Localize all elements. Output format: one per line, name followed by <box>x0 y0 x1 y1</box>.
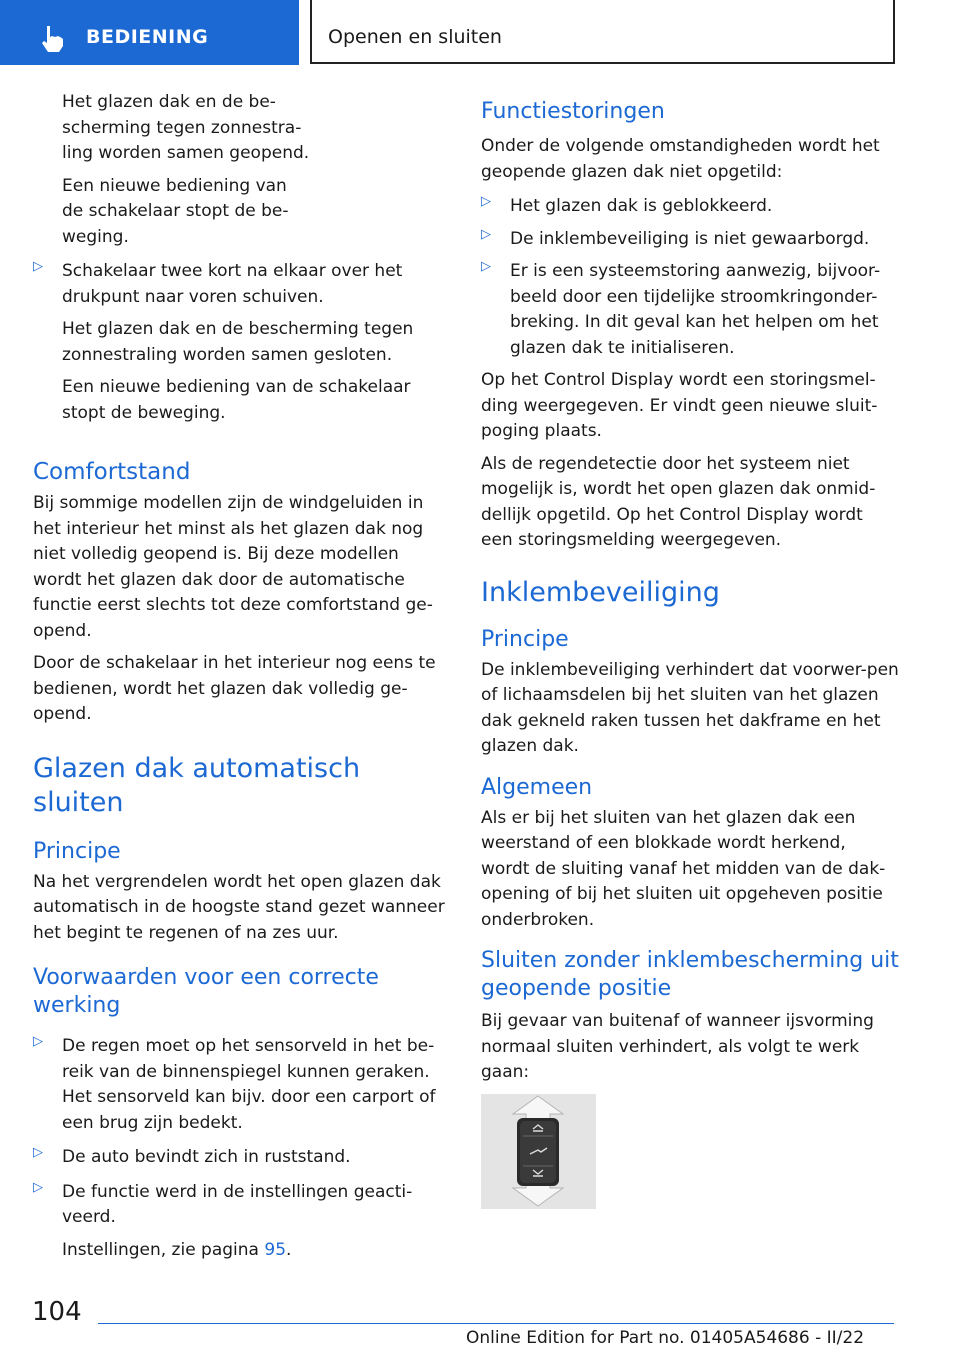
paragraph: Onder de volgende omstandigheden wordt het geopende glazen dak niet opgetild: <box>481 136 880 182</box>
roof-switch-icon <box>481 1094 596 1209</box>
list-item <box>33 259 451 310</box>
bullet-arrow-icon: ▷ <box>481 194 491 209</box>
subsection-heading: Principe <box>481 626 569 652</box>
page-title: Openen en sluiten <box>328 26 502 48</box>
list-item <box>481 227 899 253</box>
list-item <box>33 1180 451 1231</box>
list-item-text: De regen moet op het sensorveld in het be-reik van de binnenspiegel kunnen geraken. Het sensorveld kan bijv. door een carport of een brug zijn bedekt. <box>62 1036 436 1133</box>
list-item-text: Er is een systeemstoring aanwezig, bijvoor-beeld door een tijdelijke stroomkringonder-breking. In dit geval kan het helpen om het glazen dak te initialiseren. <box>510 261 881 358</box>
paragraph: Bij sommige modellen zijn de windgeluiden in het interieur het minst als het glazen dak nog niet volledig geopend is. Bij deze modellen wordt het glazen dak door de automatische functie eerst slechts tot deze comfortstand ge-opend. <box>33 493 433 641</box>
page-number: 104 <box>32 1297 82 1327</box>
footer-divider <box>98 1323 894 1324</box>
paragraph: Door de schakelaar in het interieur nog eens te bedienen, wordt het glazen dak volledig ge-opend. <box>33 653 436 724</box>
subsection-heading: Algemeen <box>481 774 593 800</box>
list-item-text: Het glazen dak is geblokkeerd. <box>510 196 773 216</box>
bullet-arrow-icon: ▷ <box>33 259 43 274</box>
bullet-arrow-icon: ▷ <box>33 1034 43 1049</box>
paragraph: Het glazen dak en de bescherming tegen zonnestraling worden samen gesloten. <box>62 319 414 365</box>
roof-switch-image <box>481 1094 596 1209</box>
list-item-text: De auto bevindt zich in ruststand. <box>62 1147 351 1167</box>
paragraph: Als er bij het sluiten van het glazen dak een weerstand of een blokkade wordt herkend, wordt de sluiting vanaf het midden van de dak-opening of bij het sluiten uit opgeheven positie onderbroken. <box>481 807 886 930</box>
list-item <box>481 194 899 220</box>
page-header-title-box <box>310 0 895 64</box>
paragraph: Het glazen dak en de be- scherming tegen zonnestra- ling worden samen geopend. <box>62 92 310 163</box>
section-heading: Comfortstand <box>33 459 191 485</box>
page-link[interactable]: 95 <box>264 1239 287 1260</box>
section-tab[interactable] <box>0 0 299 65</box>
list-item <box>33 1034 451 1136</box>
right-column <box>481 98 899 1209</box>
section-heading: Glazen dak automatisch sluiten <box>33 752 361 818</box>
bullet-arrow-icon: ▷ <box>33 1145 43 1160</box>
settings-reference: Instellingen, zie pagina 95. <box>62 1239 292 1260</box>
footer-edition: Online Edition for Part no. 01405A54686 - II/22 <box>466 1328 865 1348</box>
paragraph: Een nieuwe bediening van de schakelaar stopt de be- weging. <box>62 175 289 247</box>
section-heading: Inklembeveiliging <box>481 576 720 608</box>
paragraph: Na het vergrendelen wordt het open glazen dak automatisch in de hoogste stand gezet wanneer het begint te regenen of na zes uur. <box>33 871 445 943</box>
paragraph: Bij gevaar van buitenaf of wanneer ijsvorming normaal sluiten verhindert, als volgt te werk gaan: <box>481 1011 874 1082</box>
bullet-arrow-icon: ▷ <box>33 1179 43 1195</box>
paragraph: De inklembeveiliging verhindert dat voorwer-pen of lichaamsdelen bij het sluiten van het glazen dak gekneld raken tussen het dakframe en het glazen dak. <box>481 659 899 756</box>
list-item-text: De functie werd in de instellingen geacti-veerd. <box>62 1181 413 1227</box>
list-item-text: De inklembeveiliging is niet gewaarborgd. <box>510 228 870 249</box>
paragraph: Als de regendetectie door het systeem niet mogelijk is, wordt het open glazen dak onmid-dellijk opgetild. Op het Control Display wordt een storingsmelding weergegeven. <box>481 453 876 550</box>
hand-pointer-icon <box>38 24 68 54</box>
paragraph: Op het Control Display wordt een storingsmel-ding weergegeven. Er vindt geen nieuwe sluit-poging plaats. <box>481 370 878 441</box>
list-item <box>481 259 899 361</box>
bullet-arrow-icon: ▷ <box>481 226 491 242</box>
subsection-heading: Sluiten zonder inklembescherming uit geopende positie <box>481 948 899 1001</box>
bullet-arrow-icon: ▷ <box>481 259 491 274</box>
paragraph: Een nieuwe bediening van de schakelaar stopt de beweging. <box>62 377 411 423</box>
subsection-heading: Voorwaarden voor een correcte werking <box>33 965 379 1018</box>
list-item-text: Schakelaar twee kort na elkaar over het drukpunt naar voren schuiven. <box>62 261 403 307</box>
list-item <box>33 1145 451 1171</box>
left-column <box>33 90 451 1263</box>
section-heading: Functiestoringen <box>481 99 665 124</box>
section-label: BEDIENING <box>86 26 209 48</box>
subsection-heading: Principe <box>33 838 121 864</box>
